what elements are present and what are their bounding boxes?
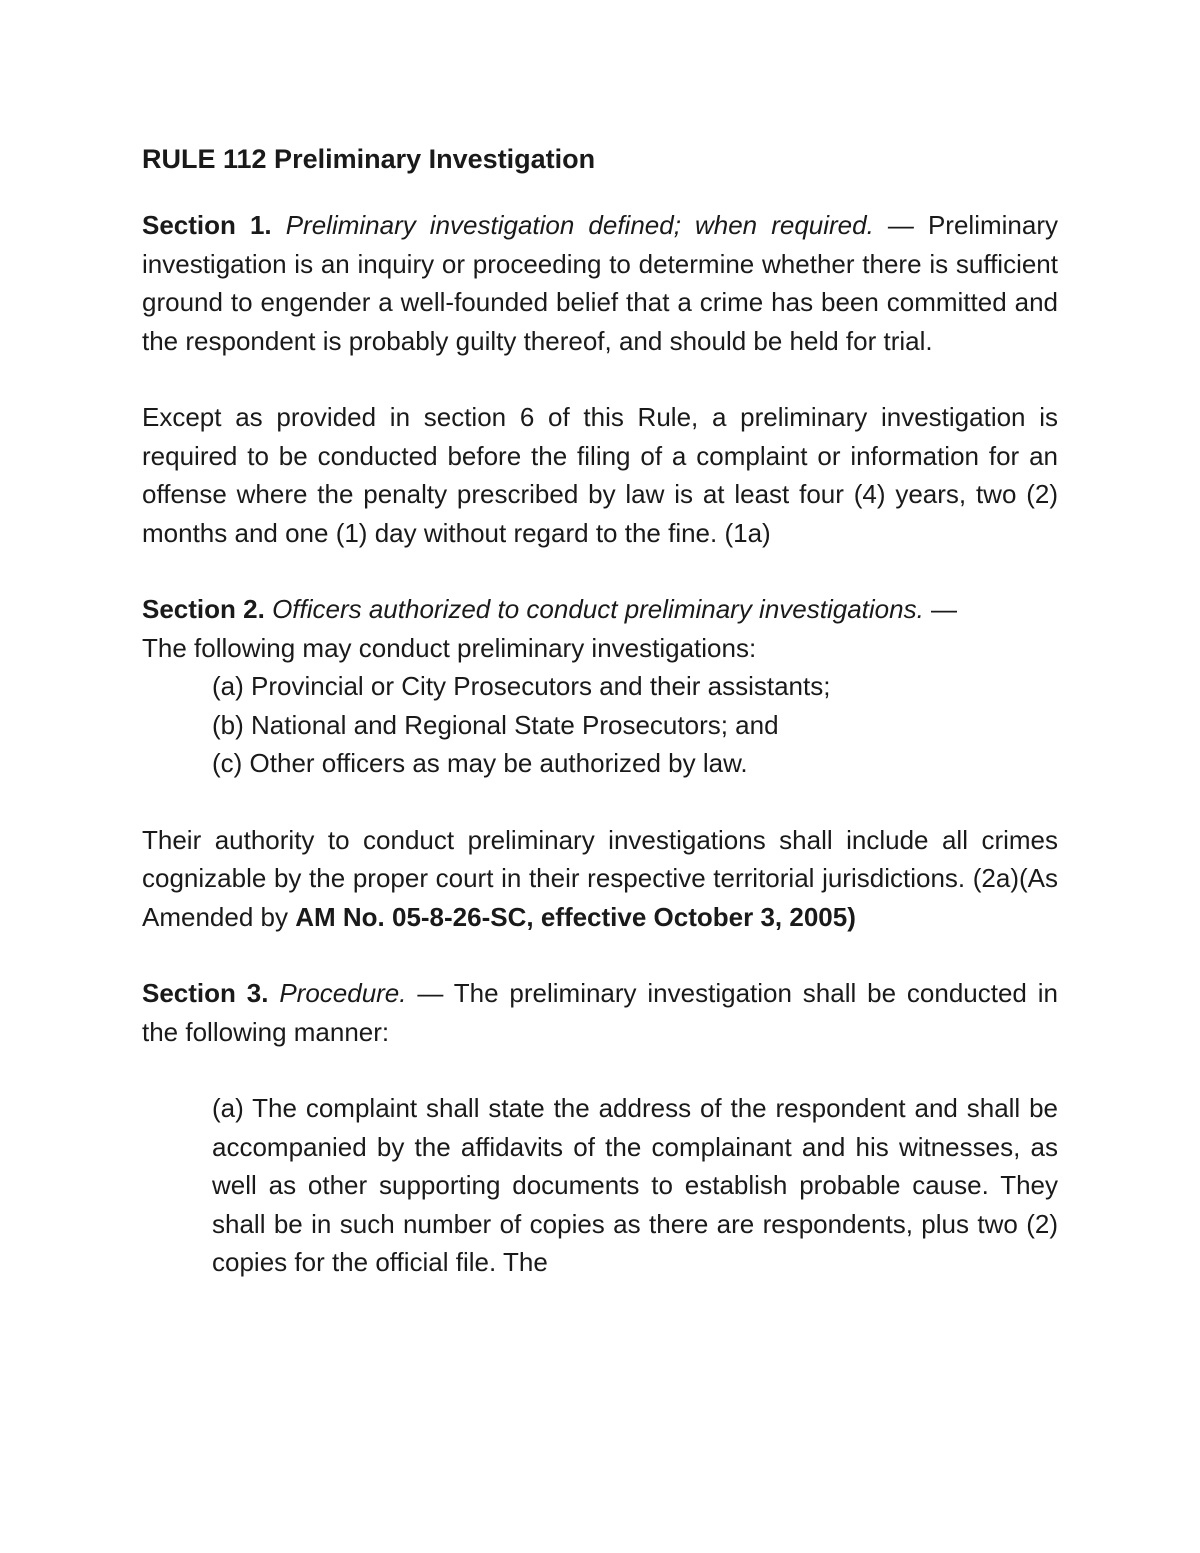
section-2-dash: — bbox=[923, 594, 958, 624]
section-2 bbox=[142, 590, 1058, 667]
section-1-label: Section 1. bbox=[142, 210, 272, 240]
section-1-heading: Preliminary investigation defined; when required. bbox=[285, 210, 874, 240]
page-title: RULE 112 Preliminary Investigation bbox=[142, 144, 596, 174]
list-item: (b) National and Regional State Prosecutors; and bbox=[212, 709, 779, 740]
section-1-body: Preliminary investigation is an inquiry or proceeding to determine whether there is sufficient ground to engender a well-founded belief that a crime has been committed and the respondent is probably guilty thereof, and should be held for trial. bbox=[142, 210, 1058, 356]
section-3-item-a: (a) The complaint shall state the address of the respondent and shall be accompanied by the affidavits of the complainant and his witnesses, as well as other supporting documents to establish probable cause. They shall be in such number of copies as there are respondents, plus two (2) copies for the official file. The bbox=[212, 1093, 1058, 1277]
section-2-list bbox=[142, 667, 1058, 783]
list-item: (c) Other officers as may be authorized by law. bbox=[212, 748, 748, 778]
section-3-body: The preliminary investigation shall be conducted in the following manner: bbox=[142, 978, 1058, 1047]
section-3-label: Section 3. bbox=[142, 978, 269, 1008]
section-2-heading: Officers authorized to conduct preliminary investigations. bbox=[272, 594, 924, 624]
section-1-dash: — bbox=[873, 210, 928, 240]
section-2-body: The following may conduct preliminary investigations: bbox=[142, 632, 757, 663]
document-page bbox=[142, 140, 1058, 1282]
section-3-dash: — bbox=[406, 978, 454, 1008]
paragraph-except: Except as provided in section 6 of this Rule, a preliminary investigation is required to be conducted before the filing of a complaint or information for an offense where the penalty prescribed by law is at least four (4) years, two (2) months and one (1) day without regard to the fine. (1a) bbox=[142, 402, 1058, 548]
paragraph-authority-text: Their authority to conduct preliminary investigations shall include all crimes cognizable by the proper court in their respective territorial jurisdictions. (2a)(As Amended by bbox=[142, 824, 1058, 932]
section-2-label: Section 2. bbox=[142, 594, 265, 624]
paragraph-authority-bold: AM No. 05-8-26-SC, effective October 3, 2005) bbox=[295, 901, 856, 932]
section-3-heading: Procedure. bbox=[279, 978, 407, 1008]
list-item: (a) Provincial or City Prosecutors and their assistants; bbox=[212, 671, 831, 701]
section-3 bbox=[142, 974, 1058, 1051]
section-1 bbox=[142, 206, 1058, 360]
paragraph-authority bbox=[142, 821, 1058, 937]
